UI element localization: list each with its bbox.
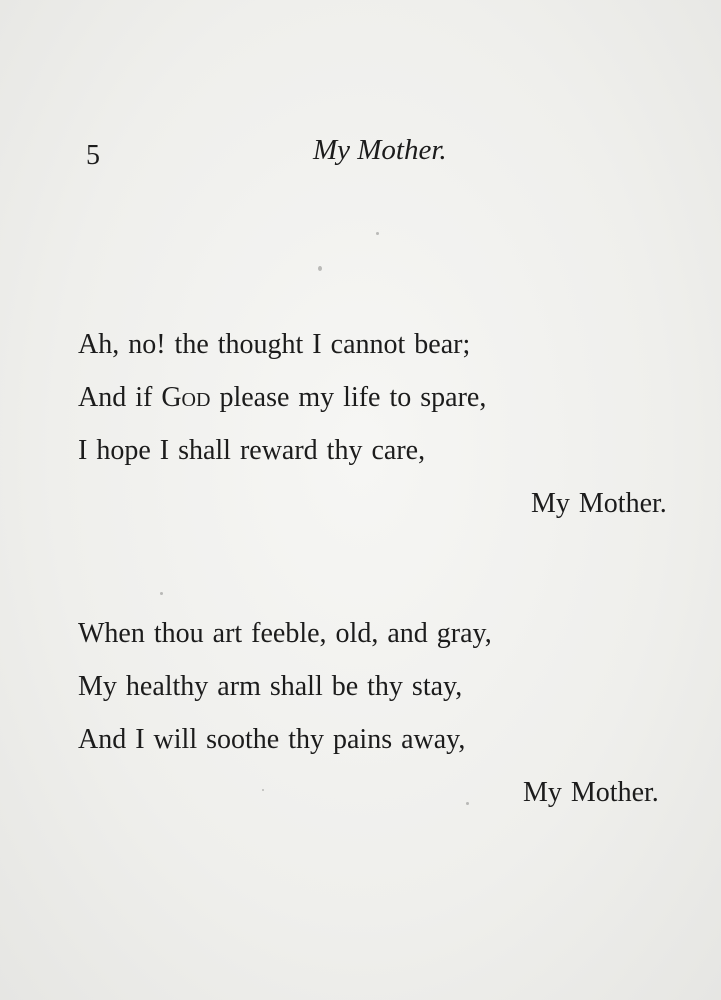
- small-caps-word: God: [161, 382, 211, 413]
- paper-speck: [466, 802, 469, 805]
- running-title: My Mother.: [313, 134, 447, 166]
- poem-refrain: My Mother.: [531, 488, 667, 519]
- poem-refrain: My Mother.: [523, 777, 659, 808]
- poem-line: [78, 380, 486, 416]
- line-text: And if: [78, 382, 162, 413]
- paper-speck: [376, 232, 379, 235]
- poem-line: I hope I shall reward thy care,: [78, 435, 426, 466]
- page-number: 5: [86, 140, 100, 171]
- poem-line: And I will soothe thy pains away,: [78, 724, 466, 755]
- paper-speck: [262, 789, 264, 791]
- paper-speck: [318, 266, 322, 271]
- poem-line: My healthy arm shall be thy stay,: [78, 671, 463, 702]
- line-text: please my life to spare,: [210, 382, 487, 413]
- poem-line: Ah, no! the thought I cannot bear;: [78, 329, 471, 360]
- poem-line: When thou art feeble, old, and gray,: [78, 618, 492, 649]
- paper-speck: [160, 592, 163, 595]
